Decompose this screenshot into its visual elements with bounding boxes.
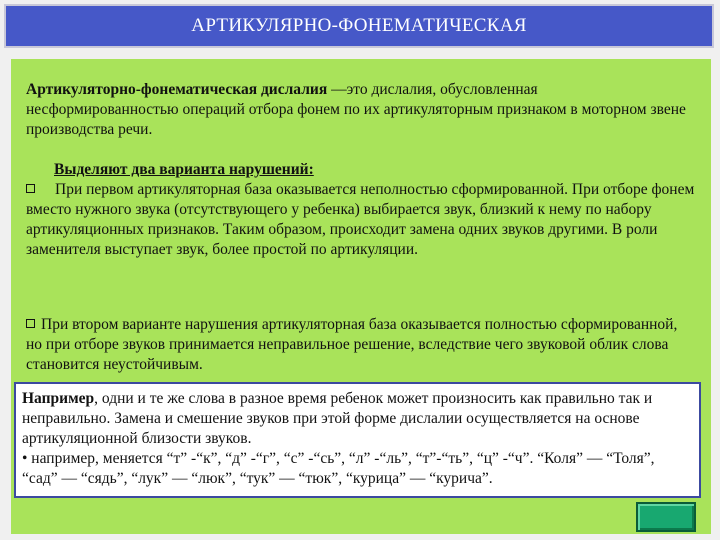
square-bullet-icon: [26, 319, 35, 328]
variants-heading: Выделяют два варианта нарушений:: [54, 161, 314, 178]
intro-text: —это дислалия, обусловленная несформированностью операций отбора фонем по их артикуляторным признаком в моторном звене производства речи.: [26, 81, 686, 138]
example-box: [14, 382, 701, 498]
square-bullet-icon: [26, 184, 35, 193]
example-lead: Например: [22, 390, 95, 407]
intro-paragraph: [26, 80, 686, 140]
variants-block: [26, 160, 696, 260]
slide-title: АРТИКУЛЯРНО-ФОНЕМАТИЧЕСКАЯ: [191, 15, 527, 36]
next-slide-button[interactable]: [636, 502, 696, 532]
variant-second-text: При втором варианте нарушения артикуляторная база оказывается полностью сформированной, но при отборе звуков принимается неправильное решение, вследствие чего звуковой облик слова становится неустойчивым.: [26, 316, 678, 373]
example-bullet: • например, меняется “т” -“к”, “д” -“г”, “с” -“сь”, “л” -“ль”, “т”-“ть”, “ц” -“ч”. “Коля” — “Толя”, “сад” — “сядь”, “лук” — “люк”, “тук” — “тюк”, “курица” — “курича”.: [22, 450, 655, 487]
example-text: , одни и те же слова в разное время ребенок может произносить как правильно так и неправильно. Замена и смешение звуков при этой форме дислалии осуществляется на основе артикуляционной близости звуков.: [22, 390, 653, 447]
intro-term: Артикуляторно-фонематическая дислалия: [26, 81, 328, 98]
variants-heading-row: [26, 160, 696, 180]
variant-first-text: При первом артикуляторная база оказывается неполностью сформированной. При отборе фонем вместо нужного звука (отсутствующего у ребенка) выбирается звук, близкий к нему по набору артикуляционных признаков. Таким образом, происходит замена одних звуков другими. В роли заменителя выступает звук, более простой по артикуляции.: [26, 181, 695, 258]
variant-second: [26, 315, 696, 375]
example-paragraph: [22, 389, 693, 449]
variant-first: [26, 180, 696, 260]
slide-title-bar: [4, 4, 714, 48]
